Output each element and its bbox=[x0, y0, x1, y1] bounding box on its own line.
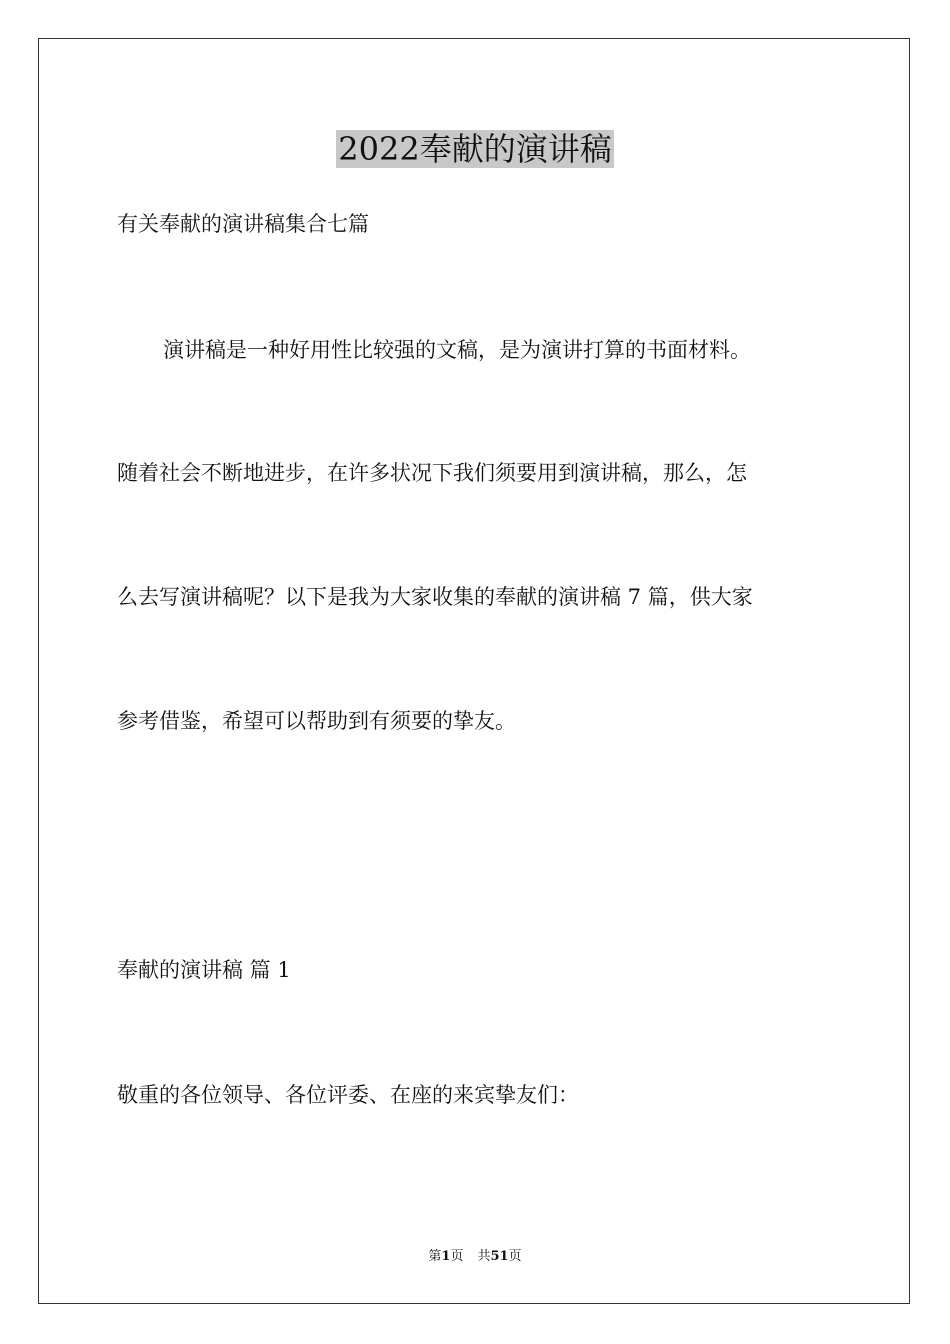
intro-line-2: 随着社会不断地进步，在许多状况下我们须要用到演讲稿，那么，怎 bbox=[117, 461, 747, 485]
section-heading: 奉献的演讲稿 篇 1 bbox=[117, 958, 291, 982]
intro-line-4: 参考借鉴，希望可以帮助到有须要的挚友。 bbox=[117, 709, 516, 733]
greeting-line: 敬重的各位领导、各位评委、在座的来宾挚友们： bbox=[117, 1083, 579, 1107]
document-title-text: 2022奉献的演讲稿 bbox=[338, 130, 612, 168]
total-prefix: 共 bbox=[477, 1249, 491, 1264]
document-subtitle: 有关奉献的演讲稿集合七篇 bbox=[117, 212, 369, 236]
page-number: 1 bbox=[441, 1249, 451, 1264]
intro-line-3: 么去写演讲稿呢？以下是我为大家收集的奉献的演讲稿 7 篇，供大家 bbox=[117, 585, 753, 609]
page-prefix: 第 bbox=[428, 1249, 442, 1264]
page-footer bbox=[0, 1248, 950, 1266]
total-pages: 51 bbox=[490, 1249, 509, 1264]
intro-line-1: 演讲稿是一种好用性比较强的文稿，是为演讲打算的书面材料。 bbox=[163, 338, 751, 362]
page-suffix: 页 bbox=[450, 1249, 464, 1264]
document-title bbox=[0, 127, 950, 171]
total-suffix: 页 bbox=[508, 1249, 522, 1264]
